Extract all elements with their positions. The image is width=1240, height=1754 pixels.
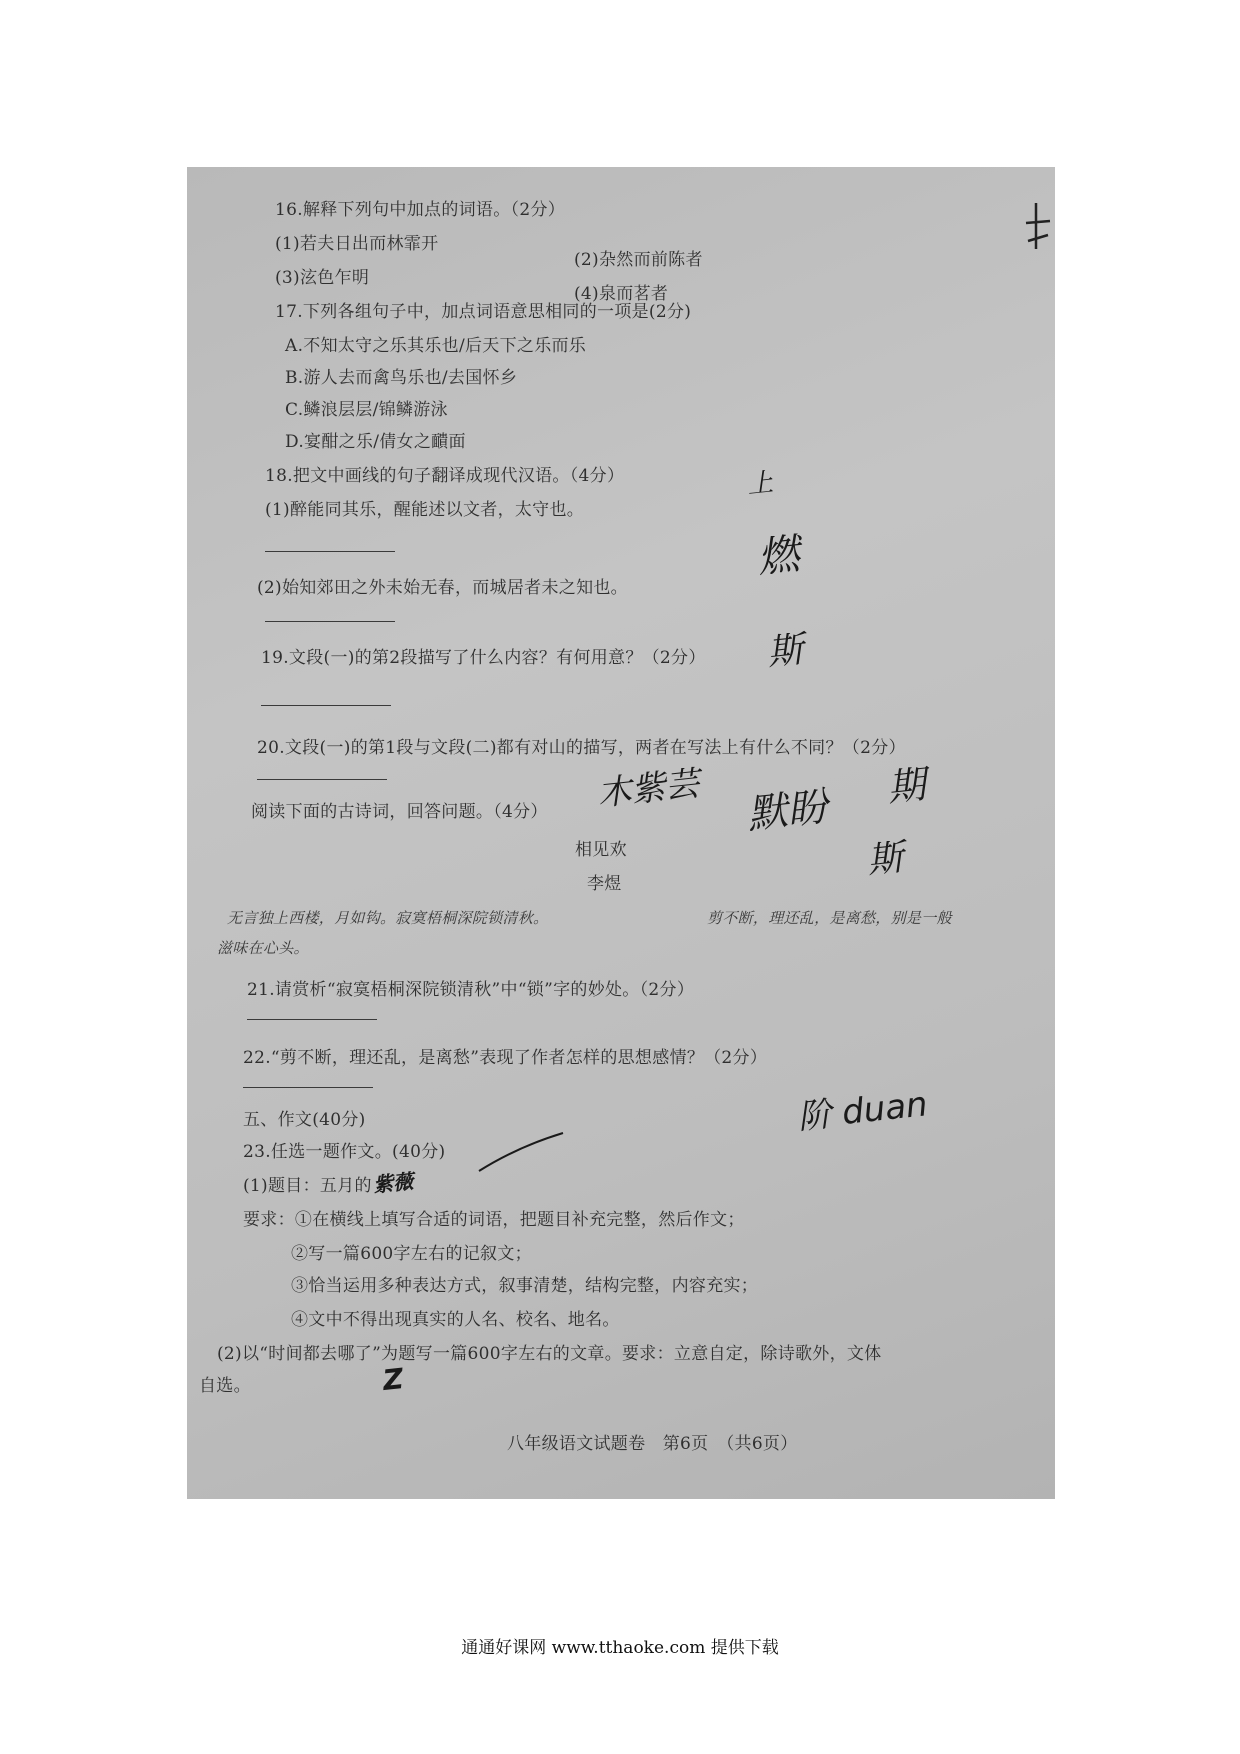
handwriting-mark: 期 xyxy=(885,762,928,810)
answer-line xyxy=(243,1087,373,1088)
poem-line-2: 剪不断，理还乱，是离愁，别是一般 xyxy=(707,909,952,927)
question-16-item-4: (4)泉而茗者 xyxy=(574,284,669,304)
question-23-option-1: (1)题目：五月的 xyxy=(243,1176,372,1196)
question-23-option-2-cont: 自选。 xyxy=(199,1376,251,1396)
question-16-item-3: (3)泫色乍明 xyxy=(275,268,370,288)
question-19: 19.文段(一)的第2段描写了什么内容？有何用意？（2分） xyxy=(261,648,706,668)
requirement-4: ④文中不得出现真实的人名、校名、地名。 xyxy=(291,1310,620,1330)
question-22: 22.“剪不断，理还乱，是离愁”表现了作者怎样的思想感情？（2分） xyxy=(243,1048,768,1068)
question-16-item-1: (1)若夫日出而林霏开 xyxy=(275,234,439,254)
handwriting-mark: 阶 duan xyxy=(795,1084,930,1138)
poem-author: 李煜 xyxy=(587,874,622,894)
question-17-option-c: C.鳞浪层层/锦鳞游泳 xyxy=(285,400,448,420)
question-18-item-1: (1)醉能同其乐，醒能述以文者，太守也。 xyxy=(265,500,585,520)
answer-line xyxy=(247,1019,377,1020)
handwriting-mark: 燃 xyxy=(754,528,802,583)
question-17-option-a: A.不知太守之乐其乐也/后天下之乐而乐 xyxy=(285,336,587,356)
question-23: 23.任选一题作文。(40分) xyxy=(243,1142,446,1162)
answer-line xyxy=(261,705,391,706)
question-23-option-2: (2)以“时间都去哪了”为题写一篇600字左右的文章。要求：立意自定，除诗歌外，文体 xyxy=(217,1344,882,1364)
section-5-heading: 五、作文(40分) xyxy=(243,1110,366,1130)
handwriting-mark: 上 xyxy=(745,467,775,501)
question-17: 17.下列各组句子中，加点词语意思相同的一项是(2分) xyxy=(275,302,692,322)
question-18-item-2: (2)始知郊田之外未始无春，而城居者未之知也。 xyxy=(257,578,628,598)
handwriting-mark: 斯 xyxy=(765,629,806,674)
question-17-option-d: D.宴酣之乐/倩女之靧面 xyxy=(285,432,466,452)
question-16: 16.解释下列句中加点的词语。（2分） xyxy=(275,200,566,220)
poem-instructions: 阅读下面的古诗词，回答问题。（4分） xyxy=(251,802,548,822)
answer-line xyxy=(265,551,395,552)
question-21: 21.请赏析“寂寞梧桐深院锁清秋”中“锁”字的妙处。（2分） xyxy=(247,980,695,1000)
handwriting-mark: Z xyxy=(381,1362,405,1397)
question-18: 18.把文中画线的句子翻译成现代汉语。（4分） xyxy=(265,466,625,486)
page-edge-mark xyxy=(1022,197,1055,257)
poem-title: 相见欢 xyxy=(575,840,627,860)
poem-line-1: 无言独上西楼，月如钩。寂寞梧桐深院锁清秋。 xyxy=(227,909,549,927)
requirement-1: 要求：①在横线上填写合适的词语，把题目补充完整，然后作文； xyxy=(243,1210,745,1230)
pen-stroke xyxy=(477,1127,567,1177)
question-16-item-2: (2)杂然而前陈者 xyxy=(574,250,703,270)
answer-line xyxy=(265,621,395,622)
download-footer: 通通好课网 www.tthaoke.com 提供下载 xyxy=(461,1638,779,1658)
handwriting-mark: 斯 xyxy=(865,837,906,882)
handwriting-mark: 紫薇 xyxy=(372,1168,415,1198)
answer-line xyxy=(257,779,387,780)
handwriting-mark: 默盼 xyxy=(745,783,830,839)
requirement-3: ③恰当运用多种表达方式，叙事清楚，结构完整，内容充实； xyxy=(291,1276,759,1296)
requirement-2: ②写一篇600字左右的记叙文； xyxy=(291,1244,532,1264)
question-20: 20.文段(一)的第1段与文段(二)都有对山的描写，两者在写法上有什么不同？（2分） xyxy=(257,738,906,758)
poem-line-3: 滋味在心头。 xyxy=(217,939,309,957)
handwriting-mark: 木紫芸 xyxy=(595,763,702,815)
scanned-exam-page xyxy=(187,167,1055,1499)
question-17-option-b: B.游人去而禽鸟乐也/去国怀乡 xyxy=(285,368,518,388)
page-footer: 八年级语文试题卷 第6页 （共6页） xyxy=(507,1434,798,1454)
